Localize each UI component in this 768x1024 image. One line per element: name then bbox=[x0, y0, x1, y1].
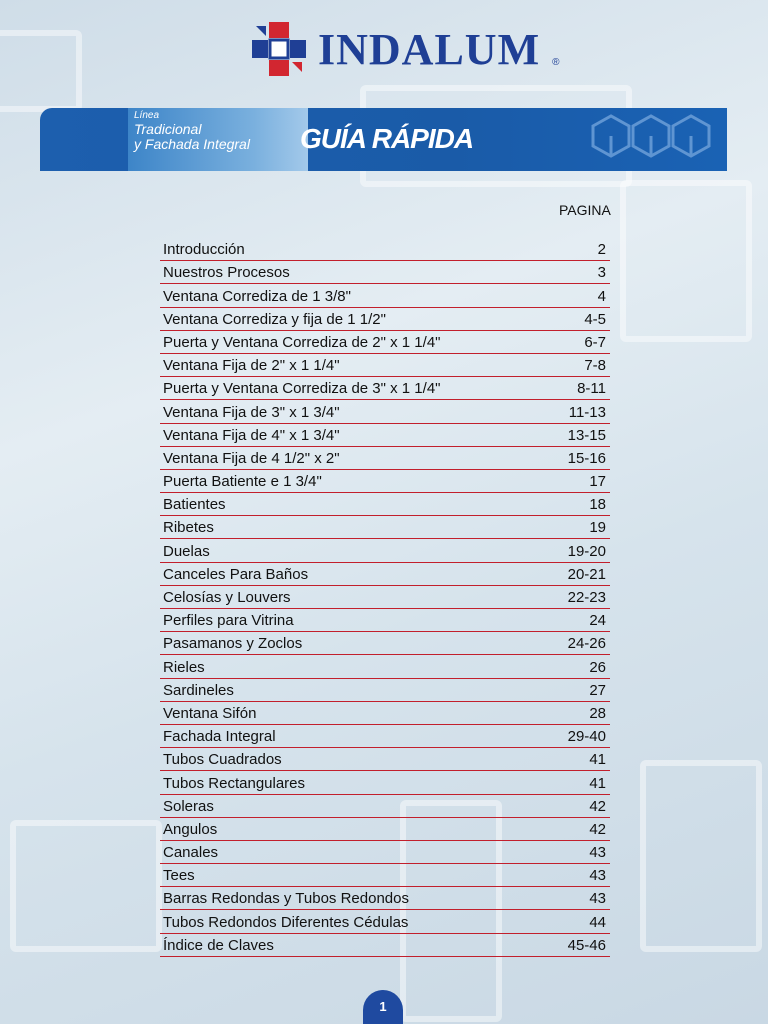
toc-entry-title: Tubos Rectangulares bbox=[163, 774, 306, 792]
toc-entry-title: Duelas bbox=[163, 542, 210, 560]
toc-entry[interactable] bbox=[160, 539, 610, 562]
toc-entry[interactable] bbox=[160, 563, 610, 586]
toc-entry[interactable] bbox=[160, 702, 610, 725]
table-of-contents bbox=[160, 238, 610, 957]
toc-entry-page: 4-5 bbox=[584, 310, 606, 328]
toc-entry[interactable] bbox=[160, 447, 610, 470]
toc-entry[interactable] bbox=[160, 818, 610, 841]
toc-entry-title: Angulos bbox=[163, 820, 218, 838]
toc-entry[interactable] bbox=[160, 261, 610, 284]
line-name-1: Tradicional bbox=[134, 121, 202, 137]
brand-name: INDALUM bbox=[318, 24, 541, 74]
line-name-2: y Fachada Integral bbox=[134, 136, 250, 152]
toc-entry[interactable] bbox=[160, 609, 610, 632]
toc-entry[interactable] bbox=[160, 400, 610, 423]
toc-entry[interactable] bbox=[160, 516, 610, 539]
toc-entry-title: Tubos Cuadrados bbox=[163, 751, 282, 769]
toc-entry-page: 24 bbox=[589, 612, 606, 630]
brand-logo bbox=[250, 20, 559, 78]
toc-entry-page: 28 bbox=[589, 704, 606, 722]
toc-entry-page: 44 bbox=[589, 913, 606, 931]
toc-entry[interactable] bbox=[160, 354, 610, 377]
toc-entry[interactable] bbox=[160, 308, 610, 331]
toc-entry[interactable] bbox=[160, 887, 610, 910]
toc-entry-title: Tubos Redondos Diferentes Cédulas bbox=[163, 913, 409, 931]
toc-entry-title: Soleras bbox=[163, 797, 214, 815]
page-column-header: PAGINA bbox=[559, 202, 611, 218]
toc-entry-page: 13-15 bbox=[567, 426, 606, 444]
toc-entry-page: 17 bbox=[589, 473, 606, 491]
page-title: GUÍA RÁPIDA bbox=[300, 123, 474, 154]
background-profile bbox=[0, 30, 82, 112]
toc-entry-page: 6-7 bbox=[584, 333, 606, 351]
toc-entry[interactable] bbox=[160, 470, 610, 493]
toc-entry-title: Introducción bbox=[163, 241, 245, 259]
toc-entry[interactable] bbox=[160, 725, 610, 748]
indalum-logo-icon bbox=[250, 20, 308, 78]
toc-entry-page: 29-40 bbox=[567, 728, 606, 746]
toc-entry[interactable] bbox=[160, 864, 610, 887]
toc-entry-page: 19-20 bbox=[567, 542, 606, 560]
toc-entry-page: 42 bbox=[589, 820, 606, 838]
toc-entry[interactable] bbox=[160, 284, 610, 307]
toc-entry-page: 3 bbox=[597, 264, 606, 282]
toc-entry-page: 42 bbox=[589, 797, 606, 815]
background-profile bbox=[620, 180, 752, 342]
background-profile bbox=[10, 820, 162, 952]
toc-entry-title: Celosías y Louvers bbox=[163, 589, 291, 606]
toc-entry-page: 43 bbox=[589, 890, 606, 908]
toc-entry-title: Puerta y Ventana Corrediza de 2" x 1 1/4" bbox=[163, 333, 441, 351]
toc-entry-title: Índice de Claves bbox=[163, 936, 274, 954]
toc-entry-title: Ventana Fija de 3" x 1 3/4" bbox=[163, 403, 340, 421]
toc-entry[interactable] bbox=[160, 795, 610, 818]
toc-entry[interactable] bbox=[160, 771, 610, 794]
toc-entry-page: 43 bbox=[589, 867, 606, 885]
toc-entry[interactable] bbox=[160, 934, 610, 957]
toc-entry[interactable] bbox=[160, 377, 610, 400]
toc-entry-title: Nuestros Procesos bbox=[163, 264, 290, 282]
toc-entry-page: 27 bbox=[589, 681, 606, 699]
page-number-badge: 1 bbox=[363, 990, 403, 1024]
toc-entry-page: 20-21 bbox=[567, 565, 606, 583]
toc-entry-title: Fachada Integral bbox=[163, 728, 276, 746]
toc-entry-title: Perfiles para Vitrina bbox=[163, 612, 294, 630]
background-profile bbox=[640, 760, 762, 952]
toc-entry-title: Ventana Sifón bbox=[163, 704, 257, 722]
cube-pattern-icon bbox=[589, 112, 717, 168]
toc-entry-page: 41 bbox=[589, 774, 606, 792]
toc-entry-title: Ventana Corrediza de 1 3/8" bbox=[163, 287, 351, 305]
toc-entry-title: Barras Redondas y Tubos Redondos bbox=[163, 890, 409, 908]
toc-entry-page: 18 bbox=[589, 496, 606, 514]
toc-entry[interactable] bbox=[160, 493, 610, 516]
toc-entry-title: Ventana Corrediza y fija de 1 1/2" bbox=[163, 310, 386, 328]
toc-entry[interactable] bbox=[160, 586, 610, 609]
toc-entry-page: 22-23 bbox=[567, 589, 606, 606]
registered-mark: ® bbox=[552, 57, 560, 68]
toc-entry-title: Tees bbox=[163, 867, 195, 885]
toc-entry-title: Puerta y Ventana Corrediza de 3" x 1 1/4" bbox=[163, 380, 441, 398]
toc-entry[interactable] bbox=[160, 679, 610, 702]
toc-entry-page: 15-16 bbox=[567, 449, 606, 467]
toc-entry-title: Ventana Fija de 4 1/2" x 2" bbox=[163, 449, 340, 467]
toc-entry-title: Puerta Batiente e 1 3/4" bbox=[163, 473, 322, 491]
toc-entry[interactable] bbox=[160, 424, 610, 447]
toc-entry-page: 7-8 bbox=[584, 357, 606, 375]
toc-entry-page: 4 bbox=[597, 287, 606, 305]
toc-entry-title: Ventana Fija de 2" x 1 1/4" bbox=[163, 357, 340, 375]
toc-entry[interactable] bbox=[160, 910, 610, 933]
toc-entry[interactable] bbox=[160, 331, 610, 354]
toc-entry-title: Sardineles bbox=[163, 681, 234, 699]
toc-entry-page: 2 bbox=[597, 241, 606, 259]
toc-entry-page: 19 bbox=[589, 519, 606, 537]
toc-entry-page: 24-26 bbox=[567, 635, 606, 653]
toc-entry-title: Ventana Fija de 4" x 1 3/4" bbox=[163, 426, 340, 444]
toc-entry-page: 26 bbox=[589, 658, 606, 676]
toc-entry-page: 45-46 bbox=[567, 936, 606, 954]
toc-entry-title: Canceles Para Baños bbox=[163, 565, 309, 583]
toc-entry-page: 11-13 bbox=[568, 403, 606, 421]
toc-entry-page: 8-11 bbox=[577, 380, 606, 398]
toc-entry-title: Rieles bbox=[163, 658, 205, 676]
header-banner bbox=[40, 108, 727, 171]
line-prefix: Línea bbox=[134, 110, 160, 121]
toc-entry-title: Canales bbox=[163, 844, 219, 862]
toc-entry-page: 41 bbox=[589, 751, 606, 769]
toc-entry-title: Pasamanos y Zoclos bbox=[163, 635, 303, 653]
toc-entry-title: Batientes bbox=[163, 496, 226, 514]
toc-entry-page: 43 bbox=[589, 844, 606, 862]
toc-entry[interactable] bbox=[160, 655, 610, 678]
toc-entry[interactable] bbox=[160, 238, 610, 261]
toc-entry[interactable] bbox=[160, 632, 610, 655]
toc-entry[interactable] bbox=[160, 748, 610, 771]
product-line-label bbox=[128, 108, 308, 171]
toc-entry-title: Ribetes bbox=[163, 519, 214, 537]
toc-entry[interactable] bbox=[160, 841, 610, 864]
